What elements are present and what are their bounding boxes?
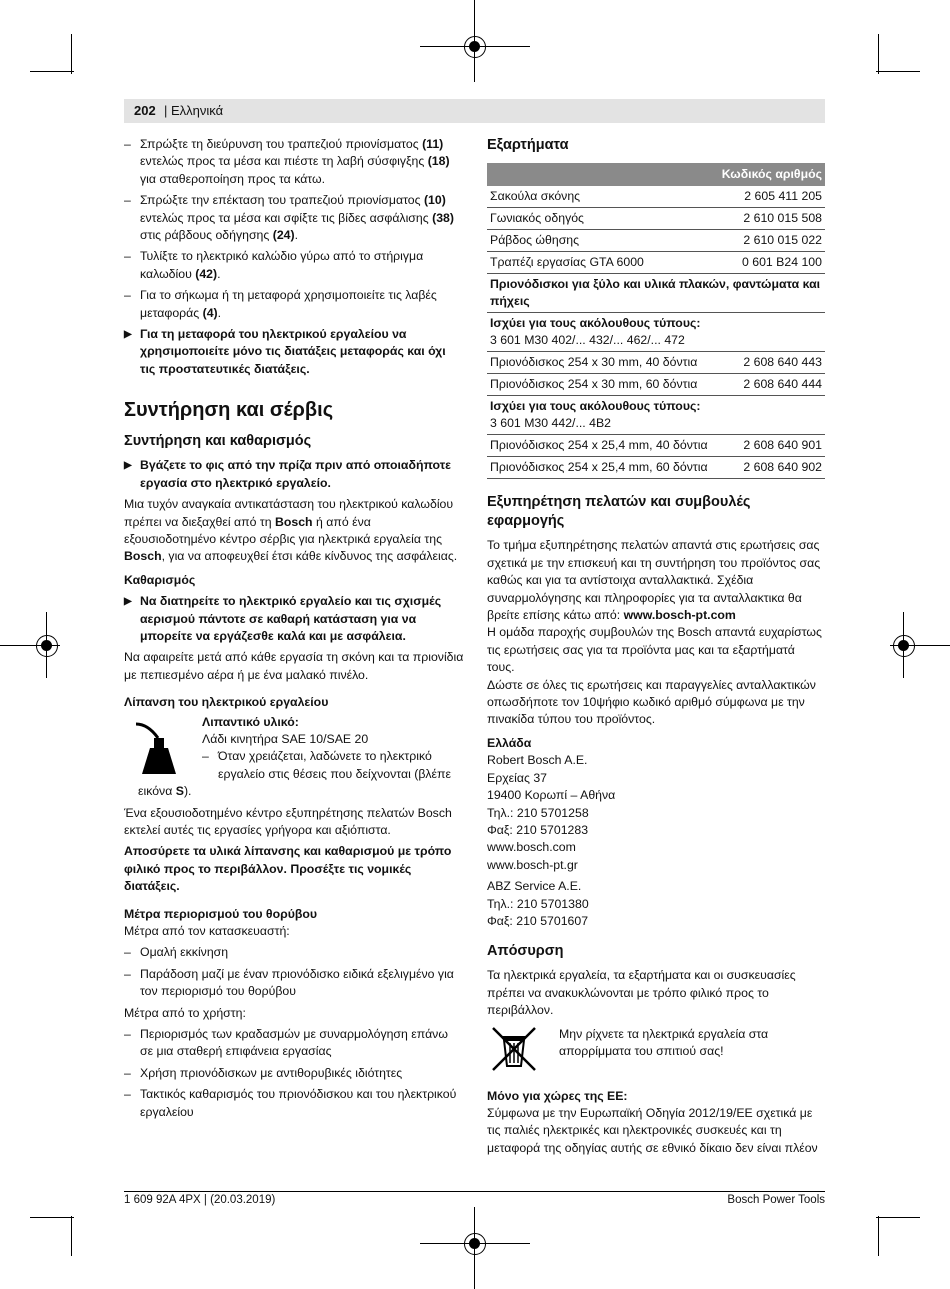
- table-row: Τραπέζι εργασίας GTA 6000 0 601 B24 100: [487, 252, 825, 274]
- address-line: Ερχείας 37: [487, 770, 547, 785]
- footer-doc-id: 1 609 92A 4PX | (20.03.2019): [124, 1194, 276, 1206]
- list-item: – Παράδοση μαζί με έναν πριονόδισκο ειδικά εξελιγμένο για τον περιορισμό του θορύβου: [124, 966, 464, 1001]
- section-title: Συντήρηση και σέρβις: [124, 399, 334, 422]
- heading: Μέτρα περιορισμού του θορύβου: [124, 906, 318, 921]
- heading: Μόνο για χώρες της ΕΕ:: [487, 1088, 628, 1103]
- list-item: – Περιορισμός των κραδασμών με συναρμολόγηση επάνω σε μια σταθερή επιφάνεια εργασίας: [124, 1026, 464, 1061]
- list-item: – Σπρώξτε την επέκταση του τραπεζιού πριονίσματος (10) εντελώς προς τα μέσα και σφίξτε τις βίδες ασφάλισης (38) στις ράβδους οδήγησης (24).: [124, 192, 464, 244]
- table-group-row: Πριονόδισκοι για ξύλο και υλικά πλακών, φαντώματα και πήχεις: [487, 274, 825, 313]
- address-line: Τηλ.: 210 5701380: [487, 896, 589, 911]
- safety-warning: ▶ Για τη μεταφορά του ηλεκτρικού εργαλείου να χρησιμοποιείτε μόνο τις διατάξεις μεταφοράς και όχι τις προστατευτικές διατάξεις.: [124, 326, 464, 378]
- safety-warning: ▶ Να διατηρείτε το ηλεκτρικό εργαλείο και τις σχισμές αερισμού πάντοτε σε καθαρή κατάσταση για να μπορείτε να εργάζεσθε καλά και με ασφάλεια.: [124, 593, 464, 645]
- crop-mark: [71, 1216, 72, 1256]
- page-number: 202: [134, 103, 156, 118]
- paragraph: Σύμφωνα με την Ευρωπαϊκή Οδηγία 2012/19/ΕΕ σχετικά με τις παλιές ηλεκτρικές και ηλεκτρονικές συσκευές και τη μεταφορά της οδηγίας αυτής σε εθνικό δίκαιο δεν είναι πλέον: [487, 1105, 818, 1155]
- list-item: – Τυλίξτε το ηλεκτρικό καλώδιο γύρω από το στήριγμα καλωδίου (42).: [124, 248, 464, 283]
- address-line: www.bosch-pt.gr: [487, 857, 578, 872]
- page-footer: [124, 1191, 825, 1206]
- table-row: Ισχύει για τους ακόλουθους τύπους: 3 601 M30 402/... 432/... 462/... 472: [487, 313, 825, 352]
- address-line: 19400 Κορωπί – Αθήνα: [487, 788, 616, 803]
- address-line: www.bosch.com: [487, 840, 576, 855]
- table-row: Γωνιακός οδηγός 2 610 015 508: [487, 208, 825, 230]
- heading: Λίπανση του ηλεκτρικού εργαλείου: [124, 695, 329, 710]
- table-row: Ράβδος ώθησης 2 610 015 022: [487, 230, 825, 252]
- section-title: Απόσυρση: [487, 943, 564, 960]
- crossed-bin-icon: [489, 1024, 539, 1074]
- crop-mark: [878, 34, 879, 74]
- lubricant-oil: Λάδι κινητήρα SAE 10/SAE 20: [202, 731, 369, 746]
- figure-reference: εικόνα S).: [138, 784, 192, 799]
- paragraph: Ένα εξουσιοδοτημένο κέντρο εξυπηρέτησης πελατών Bosch εκτελεί αυτές τις εργασίες γρήγορα και αξιόπιστα.: [124, 805, 452, 837]
- address-line: Φαξ: 210 5701607: [487, 913, 589, 928]
- left-column: [124, 136, 464, 1121]
- list-item: – Για το σήκωμα ή τη μεταφορά χρησιμοποιείτε τις λαβές μεταφοράς (4).: [124, 287, 464, 322]
- footer-brand: Bosch Power Tools: [727, 1194, 825, 1206]
- paragraph-bold: Αποσύρετε τα υλικά λίπανσης και καθαρισμού με τρόπο φιλικό προς το περιβάλλον. Προσέξτε τις νομικές διατάξεις.: [124, 844, 452, 894]
- registration-mark-icon: [464, 36, 486, 58]
- table-row: Πριονόδισκος 254 x 30 mm, 40 δόντια 2 608 640 443: [487, 352, 825, 374]
- paragraph: Μια τυχόν αναγκαία αντικατάσταση του ηλεκτρικού καλωδίου πρέπει να διεξαχθεί από τη Bosch ή από ένα εξουσιοδοτημένο κέντρο σέρβις για ηλεκτρικά εργαλεία της Bosch, για να αποφευχθεί έτσι κάθε κίνδυνος της ασφάλειας.: [124, 497, 458, 564]
- subsection-title: Συντήρηση και καθαρισμός: [124, 433, 312, 450]
- header-language: | Ελληνικά: [164, 103, 224, 118]
- address-line: Robert Bosch A.E.: [487, 753, 588, 768]
- safety-warning: ▶ Βγάζετε το φις από την πρίζα πριν από οποιαδήποτε εργασία στο ηλεκτρικό εργαλείο.: [124, 457, 464, 492]
- table-row: Πριονόδισκος 254 x 25,4 mm, 60 δόντια 2 608 640 902: [487, 457, 825, 479]
- paragraph: Τα ηλεκτρικά εργαλεία, τα εξαρτήματα και οι συσκευασίες πρέπει να ανακυκλώνονται με τρόπο φιλικό προς το περιβάλλον.: [487, 968, 796, 1018]
- registration-mark-icon: [464, 1233, 486, 1255]
- table-row: Ισχύει για τους ακόλουθους τύπους: 3 601 M30 442/... 4B2: [487, 396, 825, 435]
- crop-mark: [30, 1217, 74, 1218]
- paragraph: Να αφαιρείτε μετά από κάθε εργασία τη σκόνη και τα πριονίδια με πεπιεσμένο αέρα ή με ένα μαλακό πινέλο.: [124, 650, 464, 682]
- paragraph: Δώστε σε όλες τις ερωτήσεις και παραγγελίες ανταλλακτικών οπωσδήποτε τον 10ψήφιο κωδικό αριθμό σύμφωνα με την πινακίδα τύπου του προϊόντος.: [487, 677, 816, 727]
- right-column: [487, 136, 825, 1157]
- address-line: Τηλ.: 210 5701258: [487, 805, 589, 820]
- paragraph: Μέτρα από τον κατασκευαστή:: [124, 924, 290, 939]
- heading: Καθαρισμός: [124, 572, 196, 587]
- registration-mark-icon: [36, 635, 58, 657]
- crop-mark: [876, 71, 920, 72]
- list-item: – Χρήση πριονόδισκων με αντιθορυβικές ιδιότητες: [124, 1065, 464, 1082]
- list-item: – Σπρώξτε τη διεύρυνση του τραπεζιού πριονίσματος (11) εντελώς προς τα μέσα και πιέστε τη λαβή σύσφιγξης (18) για σταθεροποίηση προς τα κάτω.: [124, 136, 464, 188]
- crop-mark: [71, 34, 72, 74]
- country-heading: Ελλάδα: [487, 735, 532, 750]
- table-row: Πριονόδισκος 254 x 30 mm, 60 δόντια 2 608 640 444: [487, 374, 825, 396]
- paragraph: Το τμήμα εξυπηρέτησης πελατών απαντά στις ερωτήσεις σας σχετικά με την επισκευή και τη συντήρηση του προϊόντος σας καθώς και για τα αντίστοιχα ανταλλακτικά. Σχέδια συναρμολόγησης και πληροφορίες για τα ανταλλακτικα θα βρείτε επίσης κάτω από: www.bosch-pt.com: [487, 538, 821, 623]
- list-item: – Ομαλή εκκίνηση: [124, 944, 464, 961]
- paragraph: Μην ρίχνετε τα ηλεκτρικά εργαλεία στα απορρίμματα του σπιτιού σας!: [559, 1026, 769, 1058]
- section-title: Εξυπηρέτηση πελατών και συμβουλές εφαρμογής: [487, 494, 751, 530]
- table-header: Κωδικός αριθμός: [487, 163, 825, 186]
- paragraph: Μέτρα από το χρήστη:: [124, 1005, 246, 1020]
- lubricant-block: [124, 714, 464, 784]
- page-header: [124, 99, 825, 123]
- section-title: Εξαρτήματα: [487, 137, 569, 153]
- crop-mark: [878, 1216, 879, 1256]
- crop-mark: [876, 1217, 920, 1218]
- paragraph: Η ομάδα παροχής συμβουλών της Bosch απαντά ευχαρίστως τις ερωτήσεις σας για τα προϊόντα μας και τα εξαρτήματά τους.: [487, 625, 822, 675]
- table-row: Πριονόδισκος 254 x 25,4 mm, 40 δόντια 2 608 640 901: [487, 435, 825, 457]
- address-line: ABZ Service A.E.: [487, 879, 582, 894]
- list-item: – Τακτικός καθαρισμός του πριονόδισκου και του ηλεκτρικού εργαλείου: [124, 1086, 464, 1121]
- list-item: – Όταν χρειάζεται, λαδώνετε το ηλεκτρικό εργαλείο στις θέσεις που δείχνονται (βλέπε: [202, 748, 464, 783]
- address-line: Φαξ: 210 5701283: [487, 822, 589, 837]
- oil-can-icon: [132, 720, 184, 776]
- lubricant-title: Λιπαντικό υλικό:: [202, 714, 299, 729]
- registration-mark-icon: [893, 635, 915, 657]
- crop-mark: [30, 71, 74, 72]
- table-row: Σακούλα σκόνης 2 605 411 205: [487, 186, 825, 208]
- accessories-table: [487, 163, 825, 479]
- weee-block: [487, 1026, 825, 1076]
